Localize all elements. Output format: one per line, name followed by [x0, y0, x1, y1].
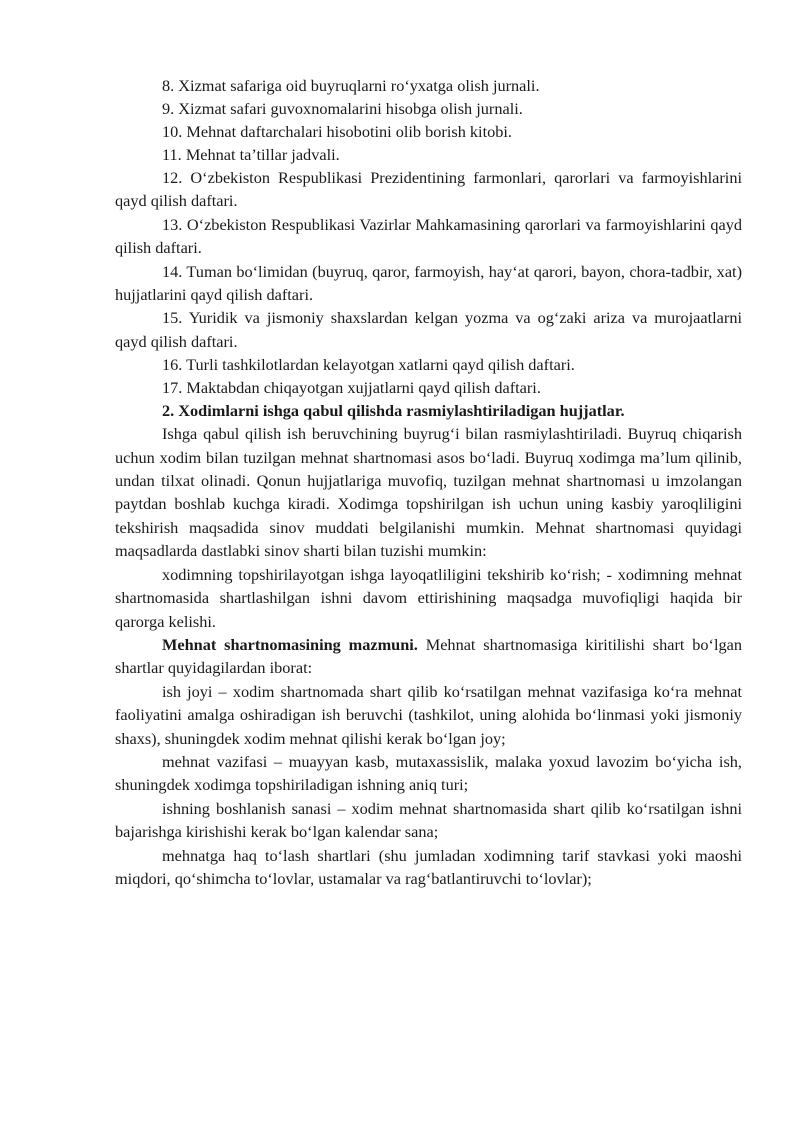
paragraph-start-date: ishning boshlanish sanasi – xodim mehnat shartnomasida shart qilib ko‘rsatilgan ishni bajarishga kirishishi kerak bo‘lgan kalendar sana; — [115, 798, 742, 842]
paragraph-intro: Ishga qabul qilish ish beruvchining buyrug‘i bilan rasmiylashtiriladi. Buyruq chiqarish uchun xodim bilan tuzilgan mehnat shartnomasi asos bo‘ladi. Buyruq xodimga ma’lum qilinib, undan tilxat olinadi. Qonun hujjatlariga muvofiq, tuzilgan mehnat shartnomasi u imzolangan paytdan boshlab kuchga kiradi. Xodimga topshirilgan ish uchun uning kasbiy yaroqliligini tekshirish maqsadida sinov muddati belgilanishi mumkin. Mehnat shartnomasi quyidagi maqsadlarda dastlabki sinov sharti bilan tuzishi mumkin: — [115, 424, 742, 561]
paragraph-workplace: ish joyi – xodim shartnomada shart qilib ko‘rsatilgan mehnat vazifasiga ko‘ra mehnat faoliyatini amalga oshiradigan ish beruvchi (tashkilot, uning alohida bo‘linmasi yoki jismoniy shaxs), shuningdek xodim mehnat qilishi kerak bo‘lgan joy; — [115, 681, 742, 748]
list-item-16: 16. Turli tashkilotlardan kelayotgan xatlarni qayd qilish daftari. — [162, 355, 575, 375]
paragraph-contract-content — [115, 633, 742, 680]
contract-content-heading: Mehnat shartnomasining mazmuni. — [162, 634, 418, 654]
list-item-10: 10. Mehnat daftarchalari hisobotini olib borish kitobi. — [162, 122, 512, 141]
list-item-13: 13. O‘zbekiston Respublikasi Vazirlar Mahkamasining qarorlari va farmoyishlarini qayd qilish daftari. — [115, 214, 742, 258]
list-item-11: 11. Mehnat ta’tillar jadvali. — [162, 145, 340, 164]
list-item-8: 8. Xizmat safariga oid buyruqlarni ro‘yxatga olish jurnali. — [162, 76, 540, 95]
list-item-17: 17. Maktabdan chiqayotgan xujjatlarni qayd qilish daftari. — [162, 378, 541, 398]
paragraph-duty: mehnat vazifasi – muayyan kasb, mutaxassislik, malaka yoxud lavozim bo‘yicha ish, shuningdek xodimga topshiriladigan ishning aniq turi; — [115, 751, 742, 795]
list-item-14: 14. Tuman bo‘limidan (buyruq, qaror, farmoyish, hay‘at qarori, bayon, chora-tadbir, xat) hujjatlarini qayd qilish daftari. — [115, 261, 742, 305]
paragraph-pay: mehnatga haq to‘lash shartlari (shu jumladan xodimning tarif stavkasi yoki maoshi miqdori, qo‘shimcha to‘lovlar, ustamalar va rag‘batlantiruvchi to‘lovlar); — [115, 845, 742, 888]
list-item-9: 9. Xizmat safari guvoxnomalarini hisobga olish jurnali. — [162, 99, 523, 118]
contract-content-text: Mehnat shartnomasiga kiritilishi shart bo‘lgan shartlar quyidagilardan iborat: — [115, 634, 742, 678]
paragraph-purposes: xodimning topshirilayotgan ishga layoqatliligini tekshirib ko‘rish; - xodimning mehnat shartnomasida shartlashilgan ishni davom ettirishining maqsadga muvofiqligi haqida bir qarorga kelishi. — [115, 564, 742, 631]
list-item-15: 15. Yuridik va jismoniy shaxslardan kelgan yozma va og‘zaki ariza va murojaatlarni qayd qilish daftari. — [115, 308, 742, 351]
section-heading: 2. Xodimlarni ishga qabul qilishda rasmiylashtiriladigan hujjatlar. — [162, 401, 625, 421]
list-item-12: 12. O‘zbekiston Respublikasi Prezidentining farmonlari, qarorlari va farmoyishlarini qayd qilish daftari. — [115, 168, 742, 211]
